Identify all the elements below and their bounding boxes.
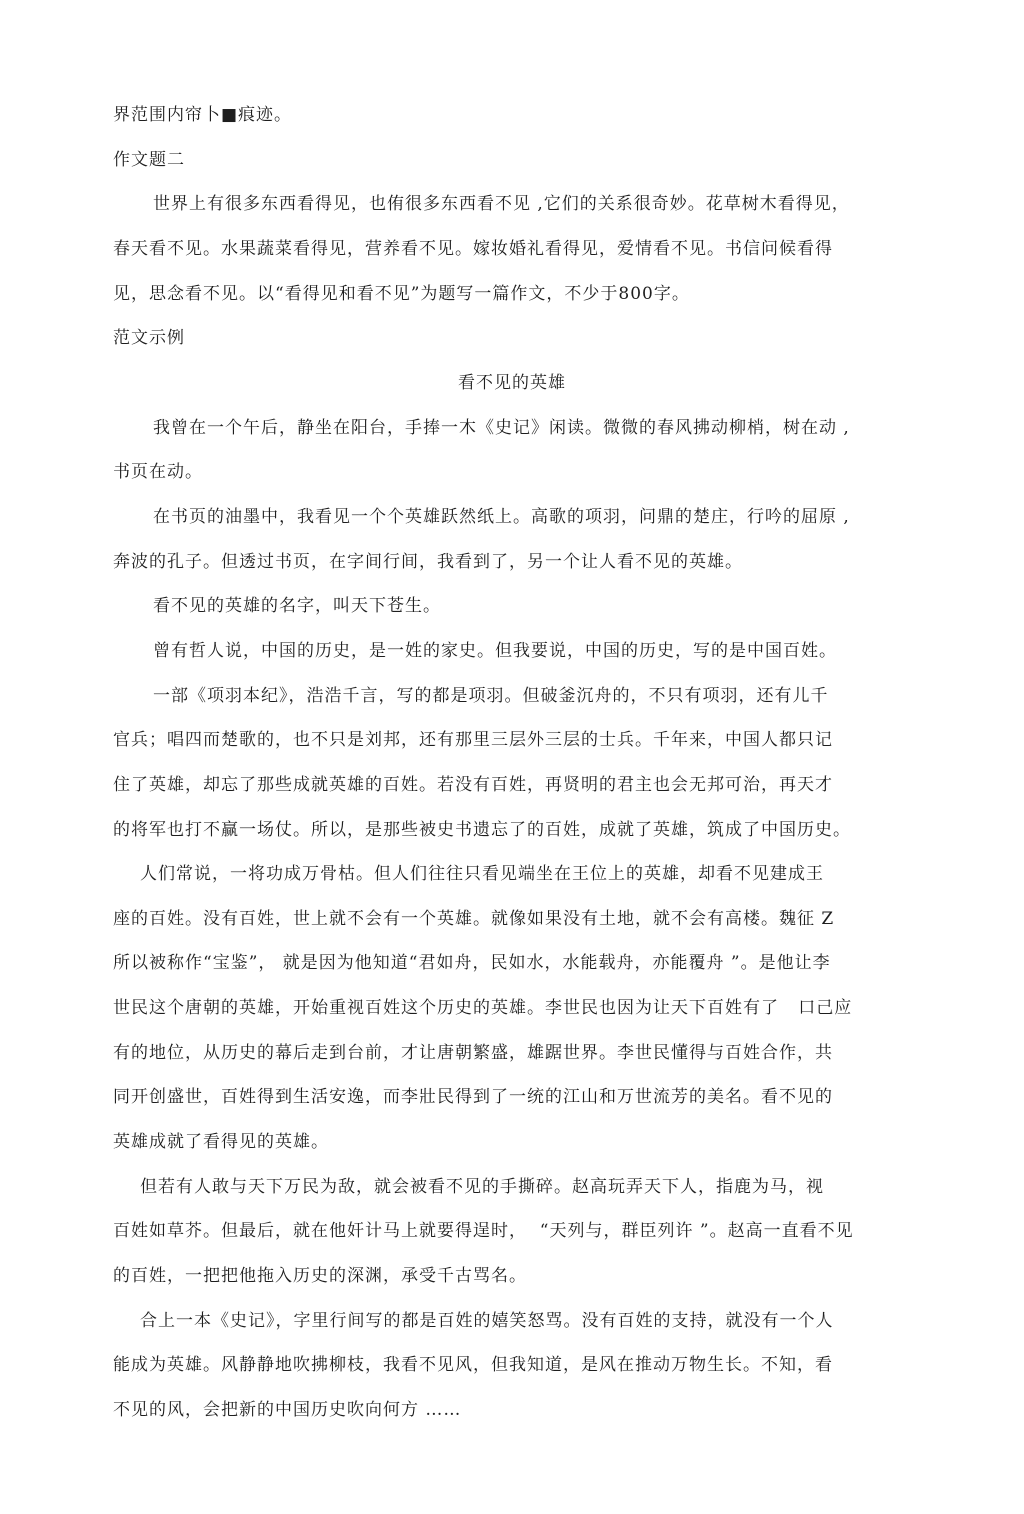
essay-line: 看不见的英雄的名字，叫天下苍生。 — [153, 596, 441, 617]
prompt-heading: 作文题二 — [113, 149, 185, 170]
essay-line: 但若有人敢与天下万民为敌，就会被看不见的手撕碎。赵高玩弄天下人，指鹿为马，视 — [140, 1176, 824, 1197]
essay-line: 能成为英雄。风静静地吹拂柳枝，我看不见风，但我知道，是风在推动万物生长。不知，看 — [113, 1355, 833, 1376]
essay-line: 合上一本《史记》，字里行间写的都是百姓的嬉笑怒骂。没有百姓的支持，就没有一个人 — [140, 1310, 834, 1331]
essay-line: 百姓如草芥。但最后，就在他奸计马上就要得逞时， “天列与，群臣列许 ”。赵高一直看不见 — [113, 1221, 854, 1242]
essay-line: 奔波的孔子。但透过书页，在字间行间，我看到了，另一个让人看不见的英雄。 — [113, 551, 743, 572]
essay-prompt — [0, 138, 1024, 317]
essay-line: 所以被称作“宝鉴”， 就是因为他知道“君如舟，民如水，水能载舟，亦能覆舟 ”。是他让李 — [113, 953, 831, 974]
essay-line: 的将军也打不赢一场仗。所以，是那些被史书遗忘了的百姓，成就了英雄，筑成了中国历史。 — [113, 819, 851, 840]
essay-line: 我曾在一个午后，静坐在阳台，手捧一木《史记》闲读。微微的春风拂动柳梢，树在动 , — [153, 417, 850, 438]
essay-paragraph — [0, 1165, 1024, 1299]
essay-paragraph — [0, 852, 1024, 1165]
essay-paragraph — [0, 629, 1024, 674]
essay-line: 在书页的油墨中，我看见一个个英雄跃然纸上。高歌的项羽，问鼎的楚庄，行吟的屈原 , — [153, 506, 850, 527]
essay-line: 官兵；唱四而楚歌的，也不只是刘邦，还有那里三层外三层的士兵。千年来，中国人都只记 — [113, 730, 833, 751]
prompt-line: 世界上有很多东西看得见，也侑很多东西看不见 ,它们的关系很奇妙。花草树木看得见， — [153, 194, 850, 215]
essay-line: 书页在动。 — [113, 462, 203, 483]
essay-line: 英雄成就了看得见的英雄。 — [113, 1132, 329, 1153]
essay-line: 座的百姓。没有百姓，世上就不会有一个英雄。就像如果没有土地，就不会有高楼。魏征 Z — [113, 908, 835, 929]
essay-line: 有的地位，从历史的幕后走到台前，才让唐朝繁盛，雄踞世界。李世民懂得与百姓合作，共 — [113, 1042, 833, 1063]
essay-line: 人们常说，一将功成万骨枯。但人们往往只看见端坐在王位上的英雄，却看不见建成王 — [140, 864, 824, 885]
essay-line: 不见的风，会把新的中国历史吹向何方 …… — [113, 1400, 462, 1421]
essay-paragraph — [0, 1299, 1024, 1433]
essay-line: 的百姓，一把把他拖入历史的深渊，承受千古骂名。 — [113, 1266, 527, 1287]
essay-line: 世民这个唐朝的英雄，开始重视百姓这个历史的英雄。李世民也因为让天下百姓有了 口己应 — [113, 998, 853, 1019]
prompt-line: 春天看不见。水果蔬菜看得见，营养看不见。嫁妆婚礼看得见，爱情看不见。书信问候看得 — [113, 238, 833, 259]
essay-line: 曾有哲人说，中国的历史，是一姓的家史。但我要说，中国的历史，写的是中国百姓。 — [153, 640, 837, 661]
essay-paragraph — [0, 674, 1024, 853]
essay-title: 看不见的英雄 — [458, 372, 566, 393]
essay-paragraph — [0, 584, 1024, 629]
sample-essay — [0, 316, 1024, 1432]
essay-paragraph — [0, 495, 1024, 584]
essay-paragraph — [0, 406, 1024, 495]
essay-line: 住了英雄，却忘了那些成就英雄的百姓。若没有百姓，再贤明的君主也会无邦可治，再天才 — [113, 774, 833, 795]
essay-line: 一部《项羽本纪》，浩浩千言，写的都是项羽。但破釜沉舟的，不只有项羽，还有儿千 — [153, 685, 829, 706]
fragment-line: 界范围内帘卜■痕迹。 — [113, 105, 293, 125]
essay-line: 同开创盛世，百姓得到生活安逸，而李壯民得到了一统的江山和万世流芳的美名。看不见的 — [113, 1087, 833, 1108]
prompt-line: 见，思念看不见。以“看得见和看不见”为题写一篇作文，不少于800字。 — [113, 283, 690, 304]
previous-fragment — [0, 93, 1024, 138]
sample-heading: 范文示例 — [113, 328, 185, 349]
